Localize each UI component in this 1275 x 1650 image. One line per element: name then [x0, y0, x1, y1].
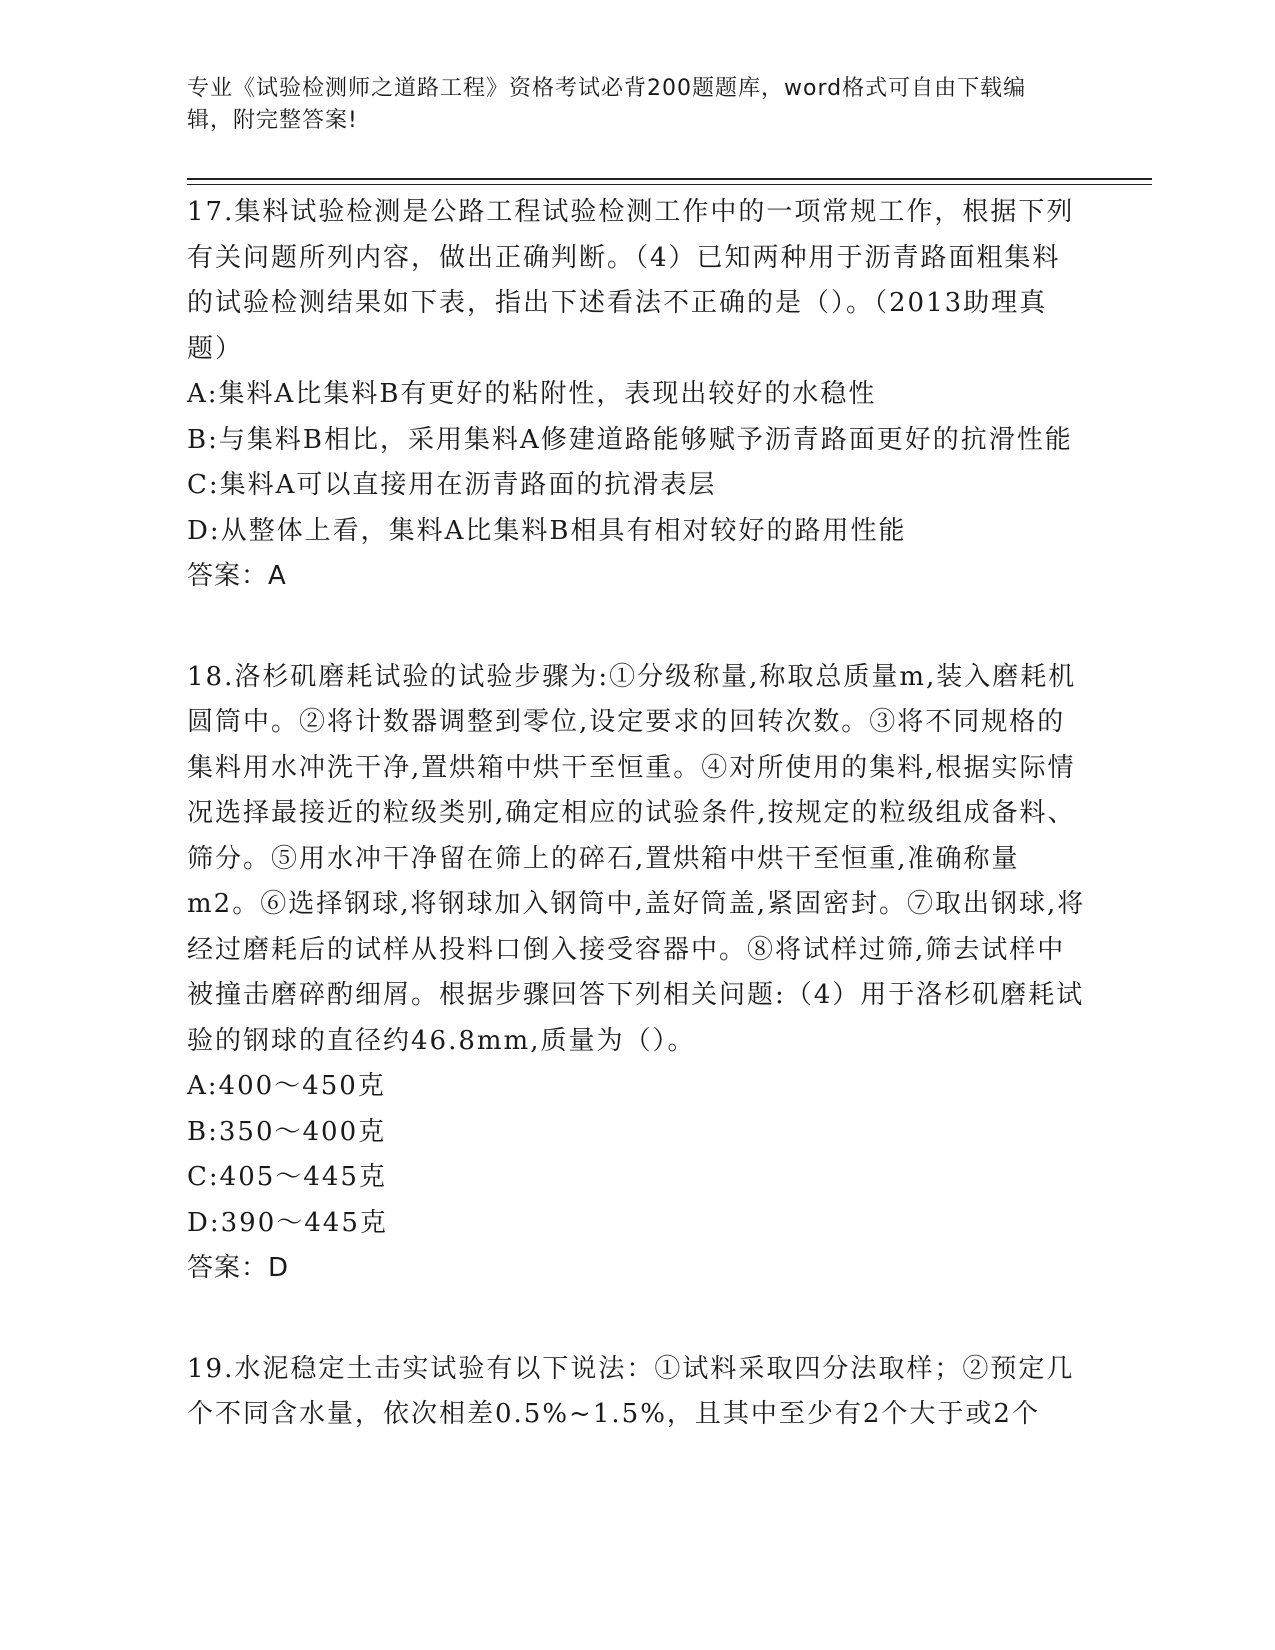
option-b: B:与集料B相比，采用集料A修建道路能够赋予沥青路面更好的抗滑性能 [187, 424, 1073, 455]
question-list [187, 190, 1087, 1493]
answer-line: 答案：A [187, 561, 287, 591]
option-d: D:390～445克 [187, 1207, 388, 1238]
answer-line: 答案：D [187, 1253, 290, 1283]
question-stem: 18.洛杉矶磨耗试验的试验步骤为:①分级称量,称取总质量m,装入磨耗机圆筒中。②将计数器调整到零位,设定要求的回转次数。③将不同规格的集料用水冲洗干净,置烘箱中烘干至恒重。④对所使用的集料,根据实际情况选择最接近的粒级类别,确定相应的试验条件,按规定的粒级组成备料、筛分。⑤用水冲干净留在筛上的碎石,置烘箱中烘干至恒重,准确称量m2。⑥选择钢球,将钢球加入钢筒中,盖好筒盖,紧固密封。⑦取出钢球,将经过磨耗后的试样从投料口倒入接受容器中。⑧将试样过筛,筛去试样中被撞击磨碎酌细屑。根据步骤回答下列相关问题:（4）用于洛杉矶磨耗试验的钢球的直径约46.8mm,质量为（）。 [187, 661, 1086, 1056]
question-stem: 19.水泥稳定土击实试验有以下说法：①试料采取四分法取样；②预定几个不同含水量，依次相差0.5%~1.5%，且其中至少有2个大于或2个 [187, 1353, 1075, 1429]
option-c: C:集料A可以直接用在沥青路面的抗滑表层 [187, 470, 717, 500]
question-18 [187, 655, 1087, 1292]
question-stem: 17.集料试验检测是公路工程试验检测工作中的一项常规工作，根据下列有关问题所列内容，做出正确判断。（4）已知两种用于沥青路面粗集料的试验检测结果如下表，指出下述看法不正确的是（）。（2013助理真题） [187, 197, 1075, 364]
option-c: C:405～445克 [187, 1162, 387, 1192]
question-17 [187, 190, 1087, 600]
page-header: 专业《试验检测师之道路工程》资格考试必背200题题库，word格式可自由下载编辑，附完整答案! [187, 76, 1027, 133]
option-d: D:从整体上看，集料A比集料B相具有相对较好的路用性能 [187, 515, 907, 546]
option-b: B:350～400克 [187, 1116, 387, 1147]
header-rule-thick [187, 178, 1152, 180]
question-19 [187, 1347, 1087, 1438]
option-a: A:集料A比集料B有更好的粘附性，表现出较好的水稳性 [187, 379, 877, 409]
header-rule-thin [187, 184, 1152, 185]
option-a: A:400～450克 [187, 1071, 386, 1101]
